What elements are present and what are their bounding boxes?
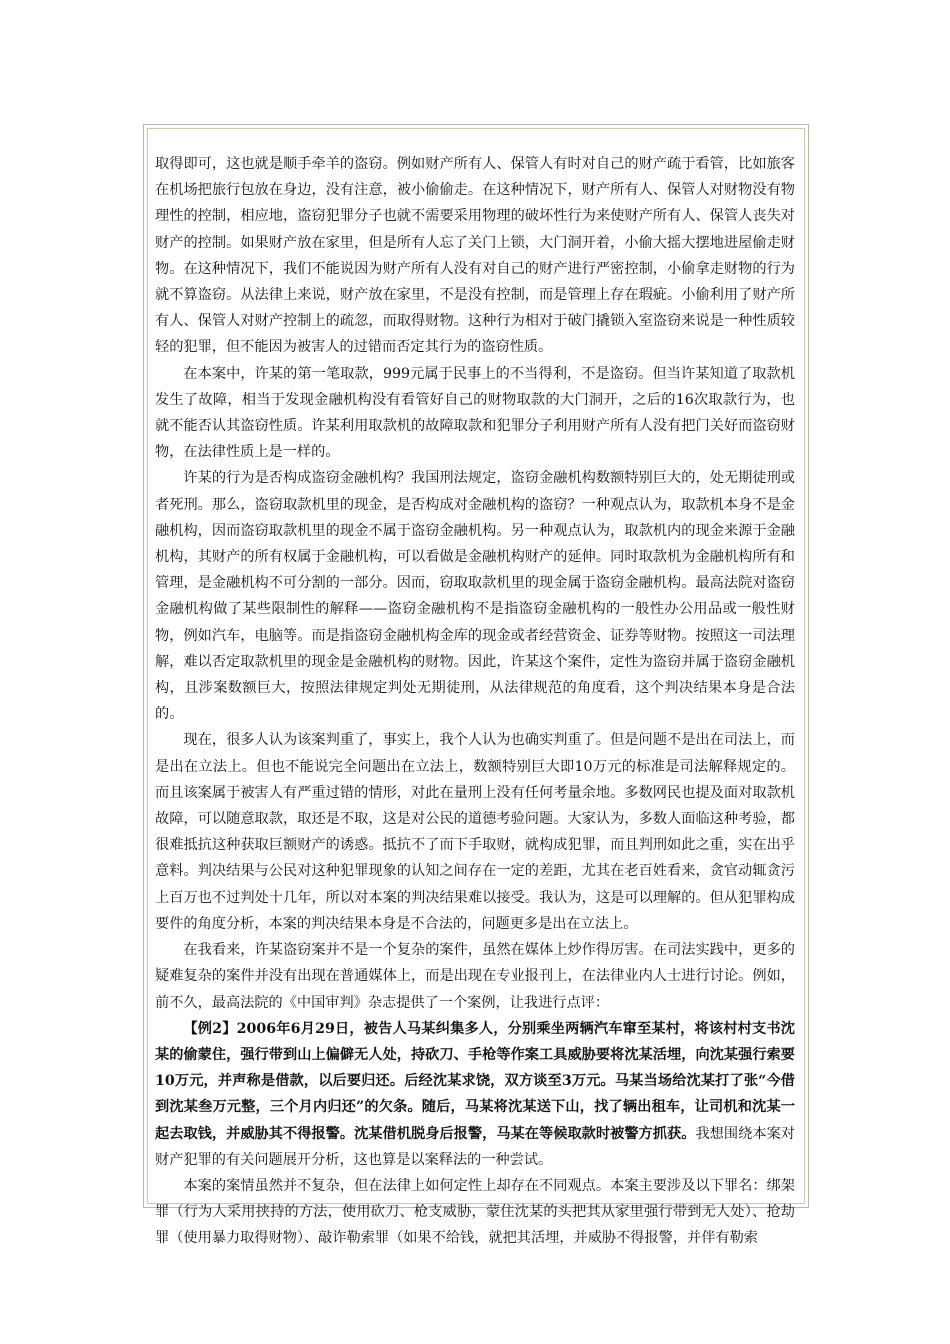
paragraph-case-intro: 在我看来，许某盗窃案并不是一个复杂的案件，虽然在媒体上炒作得厉害。在司法实践中，更多的疑难复杂的案件并没有出现在普通媒体上，而是出现在专业报刊上，在法律业内人士进行讨论。例如，前不久，最高法院的《中国审判》杂志提供了一个案例，让我进行点评：	[155, 942, 795, 1011]
paragraph-sentence-opinion: 现在，很多人认为该案判重了，事实上，我个人认为也确实判重了。但是问题不是出在司法上，而是出在立法上。但也不能说完全问题出在立法上，数额特别巨大即10万元的标准是司法解释规定的。而且该案属于被害人有严重过错的情形，对此在量刑上没有任何考量余地。多数网民也提及面对取款机故障，可以随意取款，取还是不取，这是对公民的道德考验问题。大家认为，多数人面临这种考验，都很难抵抗这种获取巨额财产的诱惑。抵抗不了而下手取财，就构成犯罪，而且判刑如此之重，实在出乎意料。判决结果与公民对这种犯罪现象的认知之间存在一定的差距，尤其在老百姓看来，贪官动辄贪污上百万也不过判处十几年，所以对本案的判决结果难以接受。我认为，这是可以理解的。但从犯罪构成要件的角度分析，本案的判决结果本身是不合法的，问题更多是出在立法上。	[155, 732, 795, 932]
paragraph-example-2	[155, 1016, 795, 1173]
paragraph-first-withdrawal: 在本案中，许某的第一笔取款，999元属于民事上的不当得利，不是盗窃。但当许某知道了取款机发生了故障，相当于发现金融机构没有看管好自己的财物取款的大门洞开，之后的16次取款行为，也就不能否认其盗窃性质。许某利用取款机的故障取款和犯罪分子利用财产所有人没有把门关好而盗窃财物，在法律性质上是一样的。	[155, 365, 795, 461]
paragraph-charges-analysis: 本案的案情虽然并不复杂，但在法律上如何定性上却存在不同观点。本案主要涉及以下罪名：绑架罪（行为人采用挟持的方法，使用砍刀、枪支威胁，蒙住沈某的头把其从家里强行带到无人处）、抢劫罪（使用暴力取得财物）、敲诈勒索罪（如果不给钱，就把其活埋，并威胁不得报警，并伴有勒索	[155, 1177, 795, 1247]
document-body	[155, 151, 795, 1247]
example-2-commentary: 我想围绕本案对财产犯罪的有关问题展开分析，这也算是以案释法的一种尝试。	[155, 1125, 795, 1168]
paragraph-financial-institution: 许某的行为是否构成盗窃金融机构？我国刑法规定，盗窃金融机构数额特别巨大的，处无期徒刑或者死刑。那么，盗窃取款机里的现金，是否构成对金融机构的盗窃？一种观点认为，取款机本身不是金融机构，因而盗窃取款机里的现金不属于盗窃金融机构。另一种观点认为，取款机内的现金来源于金融机构，其财产的所有权属于金融机构，可以看做是金融机构财产的延伸。同时取款机为金融机构所有和管理，是金融机构不可分割的一部分。因而，窃取取款机里的现金属于盗窃金融机构。最高法院对盗窃金融机构做了某些限制性的解释——盗窃金融机构不是指盗窃金融机构的一般性办公用品或一般性财物，例如汽车，电脑等。而是指盗窃金融机构金库的现金或者经营资金、证券等财物。按照这一司法理解，难以否定取款机里的现金是金融机构的财物。因此，许某这个案件，定性为盗窃并属于盗窃金融机构，且涉案数额巨大，按照法律规定判处无期徒刑，从法律规范的角度看，这个判决结果本身是合法的。	[155, 470, 795, 723]
example-2-case-facts: 【例2】2006年6月29日，被告人马某纠集多人，分别乘坐两辆汽车窜至某村，将该村村支书沈某的偷蒙住，强行带到山上偏僻无人处，持砍刀、手枪等作案工具威胁要将沈某活埋，向沈某强行索要10万元，并声称是借款，以后要归还。后经沈某求饶，双方谈至3万元。马某当场给沈某打了张“今借到沈某叁万元整，三个月内归还”的欠条。随后，马某将沈某送下山，找了辆出租车，让司机和沈某一起去取钱，并威胁其不得报警。沈某借机脱身后报警，马某在等候取款时被警方抓获。	[155, 1020, 795, 1142]
paragraph-continuation: 取得即可，这也就是顺手牵羊的盗窃。例如财产所有人、保管人有时对自己的财产疏于看管，比如旅客在机场把旅行包放在身边，没有注意，被小偷偷走。在这种情况下，财产所有人、保管人对财物没有物理性的控制，相应地，盗窃犯罪分子也就不需要采用物理的破坏性行为来使财产所有人、保管人丧失对财产的控制。如果财产放在家里，但是所有人忘了关门上锁，大门洞开着，小偷大摇大摆地进屋偷走财物。在这种情况下，我们不能说因为财产所有人没有对自己的财产进行严密控制，小偷拿走财物的行为就不算盗窃。从法律上来说，财产放在家里，不是没有控制，而是管理上存在瑕疵。小偷利用了财产所有人、保管人对财产控制上的疏忽，而取得财物。这种行为相对于破门撬锁入室盗窃来说是一种性质较轻的犯罪，但不能因为被害人的过错而否定其行为的盗窃性质。	[155, 156, 795, 356]
